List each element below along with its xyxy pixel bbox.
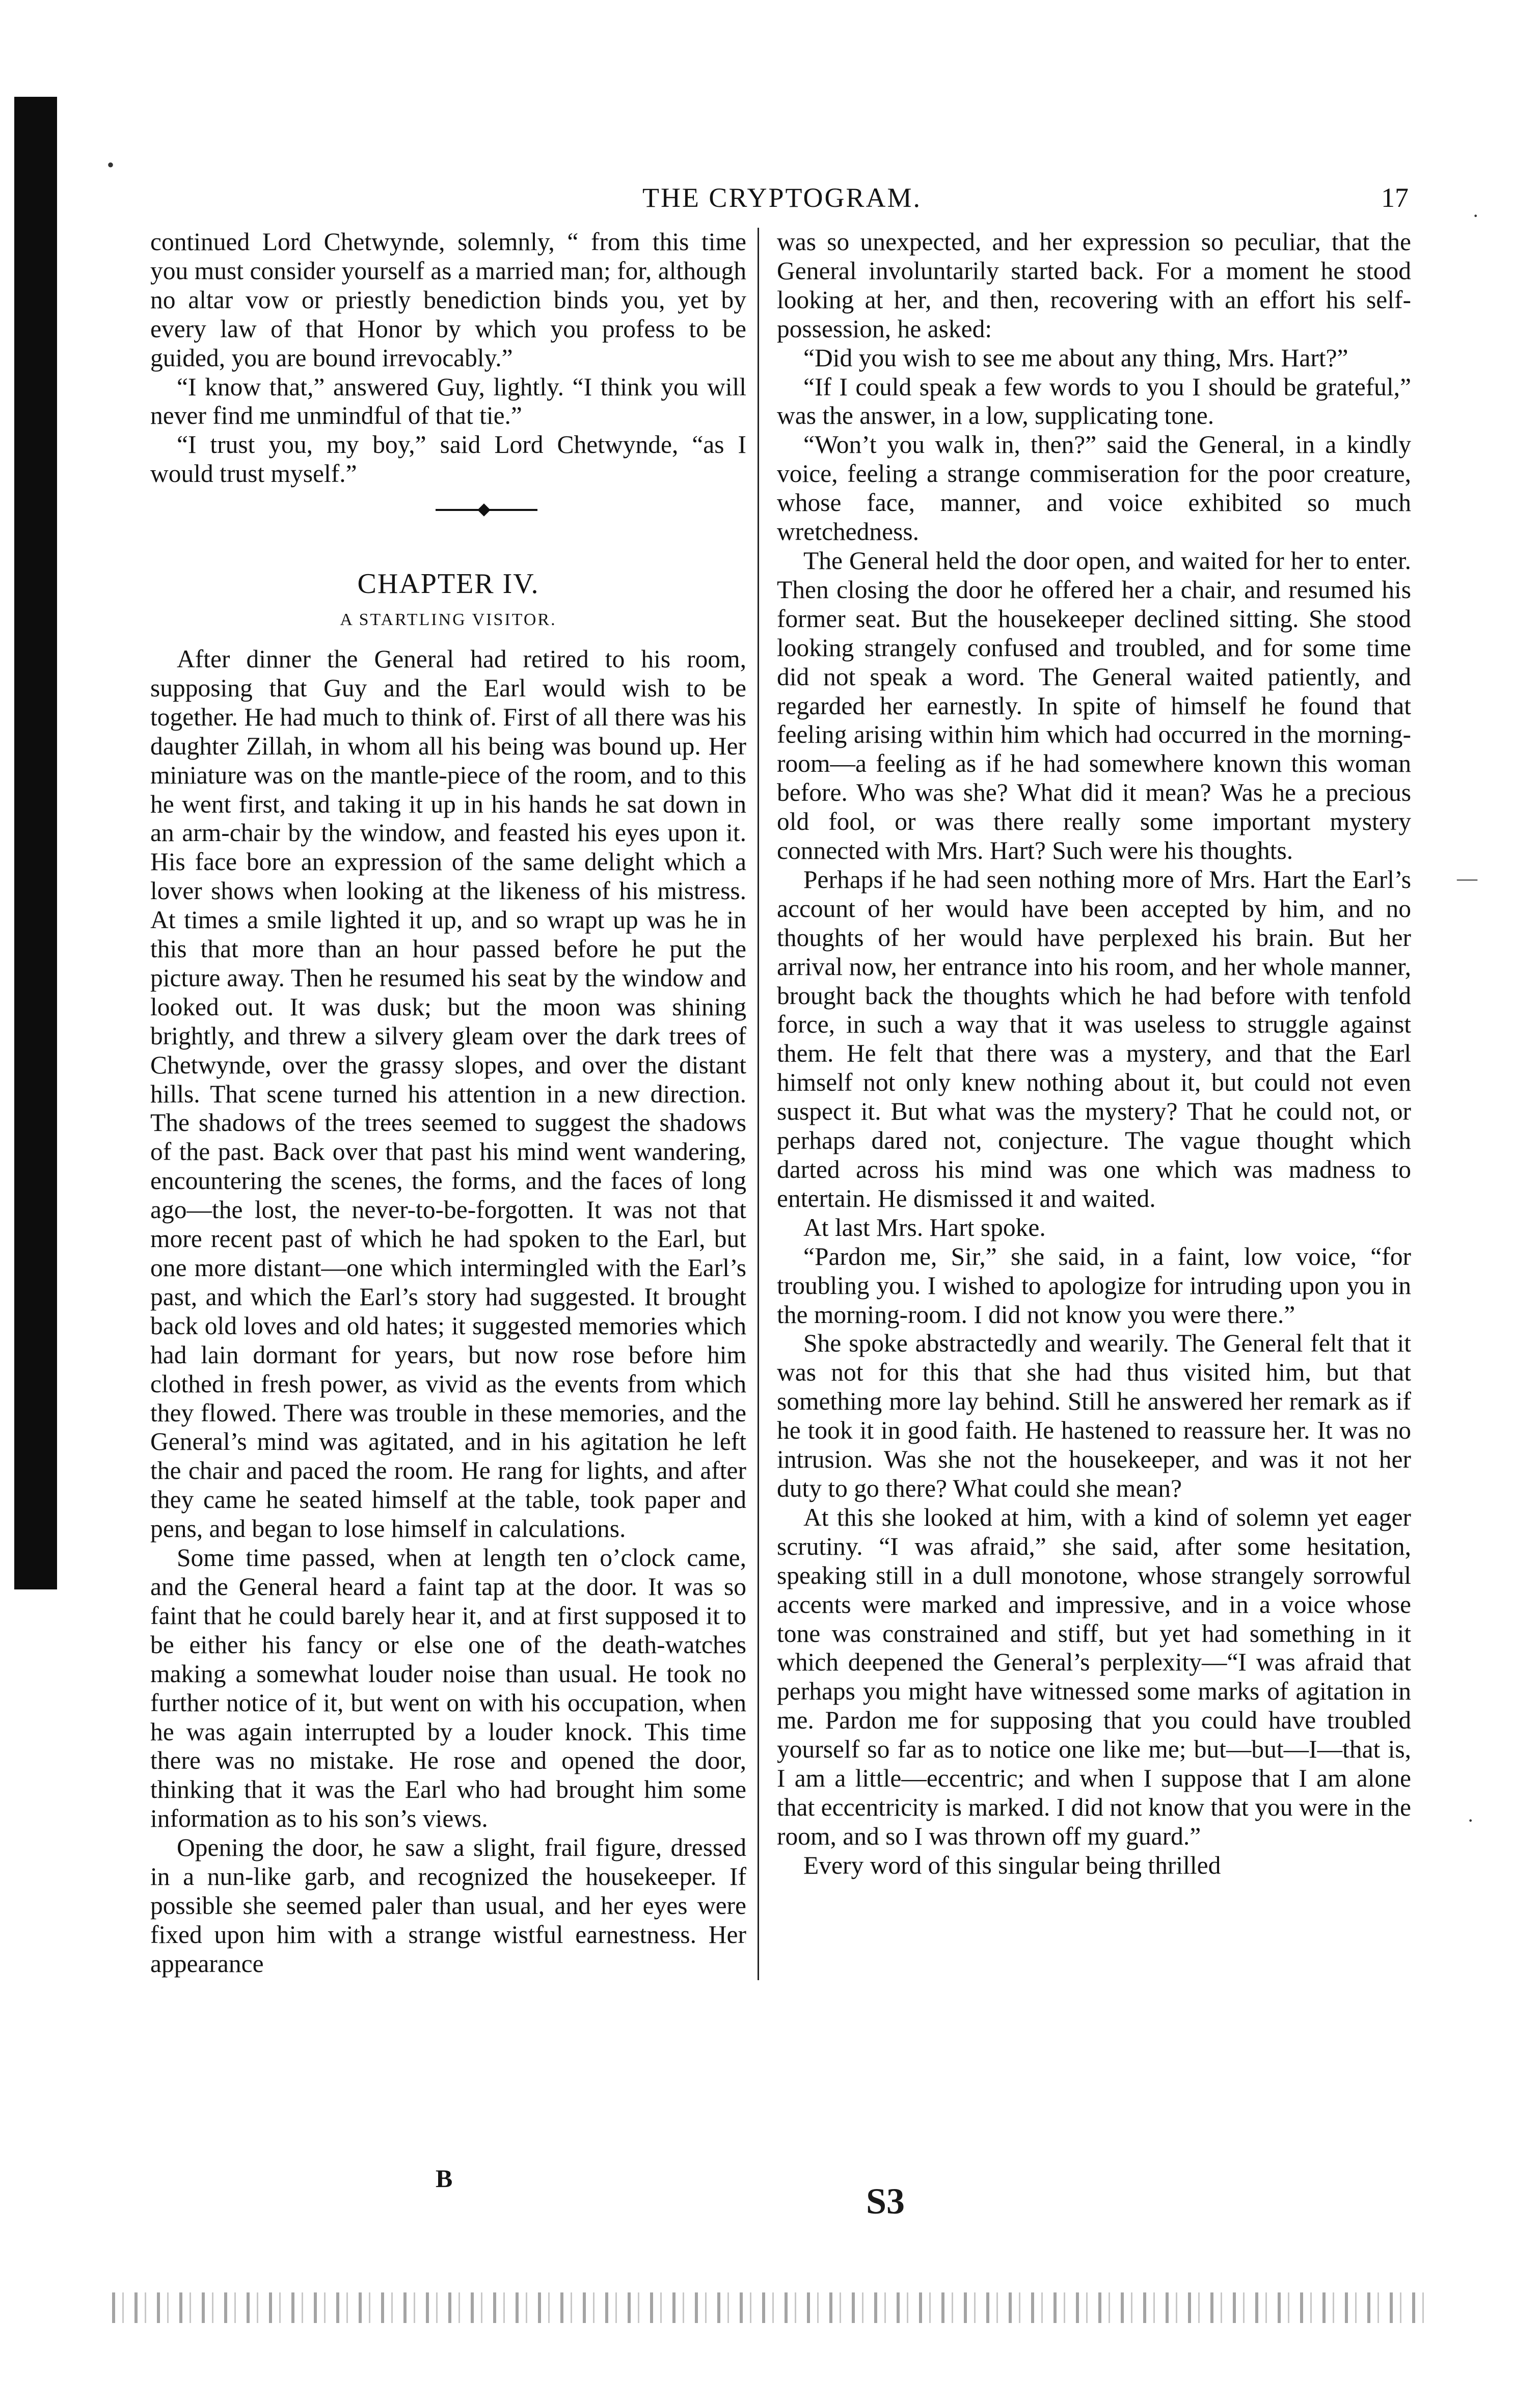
library-stamp: S3 (866, 2181, 905, 2222)
paragraph: “Won’t you walk in, then?” said the General, in a kindly voice, feeling a strange commiseration for the poor creature, whose face, manner, and voice exhibited so much wretchedness. (777, 430, 1411, 546)
book-page (150, 171, 1409, 2208)
running-head (150, 182, 1409, 218)
chapter-subtitle: A STARTLING VISITOR. (340, 610, 557, 630)
ink-speck: — (1457, 867, 1477, 889)
chapter-title: CHAPTER IV. (357, 568, 539, 600)
scan-noise (112, 2292, 1426, 2323)
paragraph: At this she looked at him, with a kind of solemn yet eager scrutiny. “I was afraid,” she said, after some hesitation, speaking still in a dull monotone, whose strangely sorrowful accents were marked and impressive, and in a voice whose tone was constrained and stiff, but yet had something in it which deepened the General’s perplexity—“I was afraid that perhaps you might have witnessed some marks of agitation in me. Pardon me for supposing that you could have troubled yourself so far as to notice one like me; but—but—I—that is, I am a little—eccentric; and when I suppose that I am alone that eccentricity is marked. I did not know that you were in the room, and so I was thrown off my guard.” (777, 1503, 1411, 1850)
ink-speck: · (1472, 204, 1479, 227)
paragraph: Every word of this singular being thrilled (803, 1851, 1221, 1879)
paragraph: Perhaps if he had seen nothing more of Mrs. Hart the Earl’s account of her would have been accepted by him, and no thoughts of her would have perplexed his brain. But her arrival now, her entrance into his room, and her whole manner, brought back the thoughts which he had before with tenfold force, in such a way that it was useless to struggle against them. He felt that there was a mystery, and that the Earl himself not only knew nothing about it, but could not even suspect it. But what was the mystery? That he could not, or perhaps dared not, conjecture. The vague thought which darted across his mind was one which was madness to entertain. He dismissed it and waited. (777, 865, 1411, 1212)
ornament-diamond (477, 503, 490, 516)
ink-speck: · (1467, 1809, 1474, 1832)
paragraph: Some time passed, when at length ten o’clock came, and the General heard a faint tap at the door. It was so faint that he could barely hear it, and at first supposed it to be either his fancy or else one of the death-watches making a somewhat louder noise than usual. He took no further notice of it, but went on with his occupation, when he was again interrupted by a louder knock. This time there was no mistake. He rose and opened the door, thinking that it was the Earl who had brought him some information as to his son’s views. (150, 1544, 746, 1833)
running-title: THE CRYPTOGRAM. (642, 182, 922, 213)
paragraph: continued Lord Chetwynde, solemnly, “ from this time you must consider yourself as a married man; for, although no altar vow or priestly benediction binds you, yet by every law of that Honor by which you profess to be guided, you are bound irrevocably.” (150, 228, 746, 372)
paragraph: At last Mrs. Hart spoke. (803, 1213, 1046, 1241)
ink-speck: • (107, 153, 115, 176)
paragraph: She spoke abstractedly and wearily. The General felt that it was not for this that she had thus visited him, but that something more lay behind. Still he answered her remark as if he took it in good faith. He hastened to reassure her. It was no intrusion. Was she not the housekeeper, and was it not her duty to go there? What could she mean? (777, 1329, 1411, 1502)
section-ornament (150, 489, 746, 562)
signature-mark: B (436, 2164, 453, 2193)
paragraph: “I trust you, my boy,” said Lord Chetwynde, “as I would trust myself.” (150, 430, 746, 488)
page-binding-shadow (14, 97, 57, 1589)
paragraph: After dinner the General had retired to his room, supposing that Guy and the Earl would wish to be together. He had much to think of. First of all there was his daughter Zillah, in whom all his being was bound up. Her miniature was on the mantle-piece of the room, and to this he went first, and taking it up in his hands he sat down in an arm-chair by the window, and feasted his eyes upon it. His face bore an expression of the same delight which a lover shows when looking at the likeness of his mistress. At times a smile lighted it up, and so wrapt up was he in this that more than an hour passed before he put the picture away. Then he resumed his seat by the window and looked out. It was dusk; but the moon was shining brightly, and threw a silvery gleam over the dark trees of Chetwynde, over the grassy slopes, and over the distant hills. That scene turned his attention in a new direction. The shadows of the trees seemed to suggest the shadows of the past. Back over that past his mind went wandering, encountering the scenes, the forms, and the faces of long ago—the lost, the never-to-be-forgotten. It was not that more recent past of which he had spoken to the Earl, but one more distant—one which intermingled with the Earl’s past, and which the Earl’s story had suggested. It brought back old loves and old hates; it suggested memories which had lain dormant for years, but now rose before him clothed in fresh power, as vivid as the events from which they flowed. There was trouble in these memories, and the General’s mind was agitated, and in his agitation he left the chair and paced the room. He rang for lights, and after they came he seated himself at the table, took paper and pens, and began to lose himself in calculations. (150, 644, 746, 1543)
paragraph: “Did you wish to see me about any thing, Mrs. Hart?” (803, 343, 1348, 372)
paragraph: was so unexpected, and her expression so peculiar, that the General involuntarily started back. For a moment he stood looking at her, and then, recovering with an effort his self-possession, he asked: (777, 228, 1411, 343)
paragraph: “Pardon me, Sir,” she said, in a faint, low voice, “for troubling you. I wished to apologize for intruding upon you in the morning-room. I did not know you were there.” (777, 1242, 1411, 1329)
right-column (777, 228, 1411, 2153)
left-column (150, 228, 746, 2153)
paragraph: Opening the door, he saw a slight, frail figure, dressed in a nun-like garb, and recognized the housekeeper. If possible she seemed paler than usual, and her eyes were fixed upon him with a strange wistful earnestness. Her appearance (150, 1833, 746, 1978)
column-divider (758, 228, 759, 1980)
paragraph: The General held the door open, and waited for her to enter. Then closing the door he offered her a chair, and resumed his former seat. But the housekeeper declined sitting. She stood looking strangely confused and troubled, and for some time did not speak a word. The General waited patiently, and regarded her earnestly. In spite of himself he found that feeling arising within him which had occurred in the morning-room—a feeling as if he had somewhere known this woman before. Who was she? What did it mean? Was he a precious old fool, or was there really some important mystery connected with Mrs. Hart? Such were his thoughts. (777, 546, 1411, 865)
page-number: 17 (1381, 182, 1409, 213)
paragraph: “If I could speak a few words to you I should be grateful,” was the answer, in a low, supplicating tone. (777, 372, 1411, 430)
paragraph: “I know that,” answered Guy, lightly. “I think you will never find me unmindful of that tie.” (150, 372, 746, 430)
